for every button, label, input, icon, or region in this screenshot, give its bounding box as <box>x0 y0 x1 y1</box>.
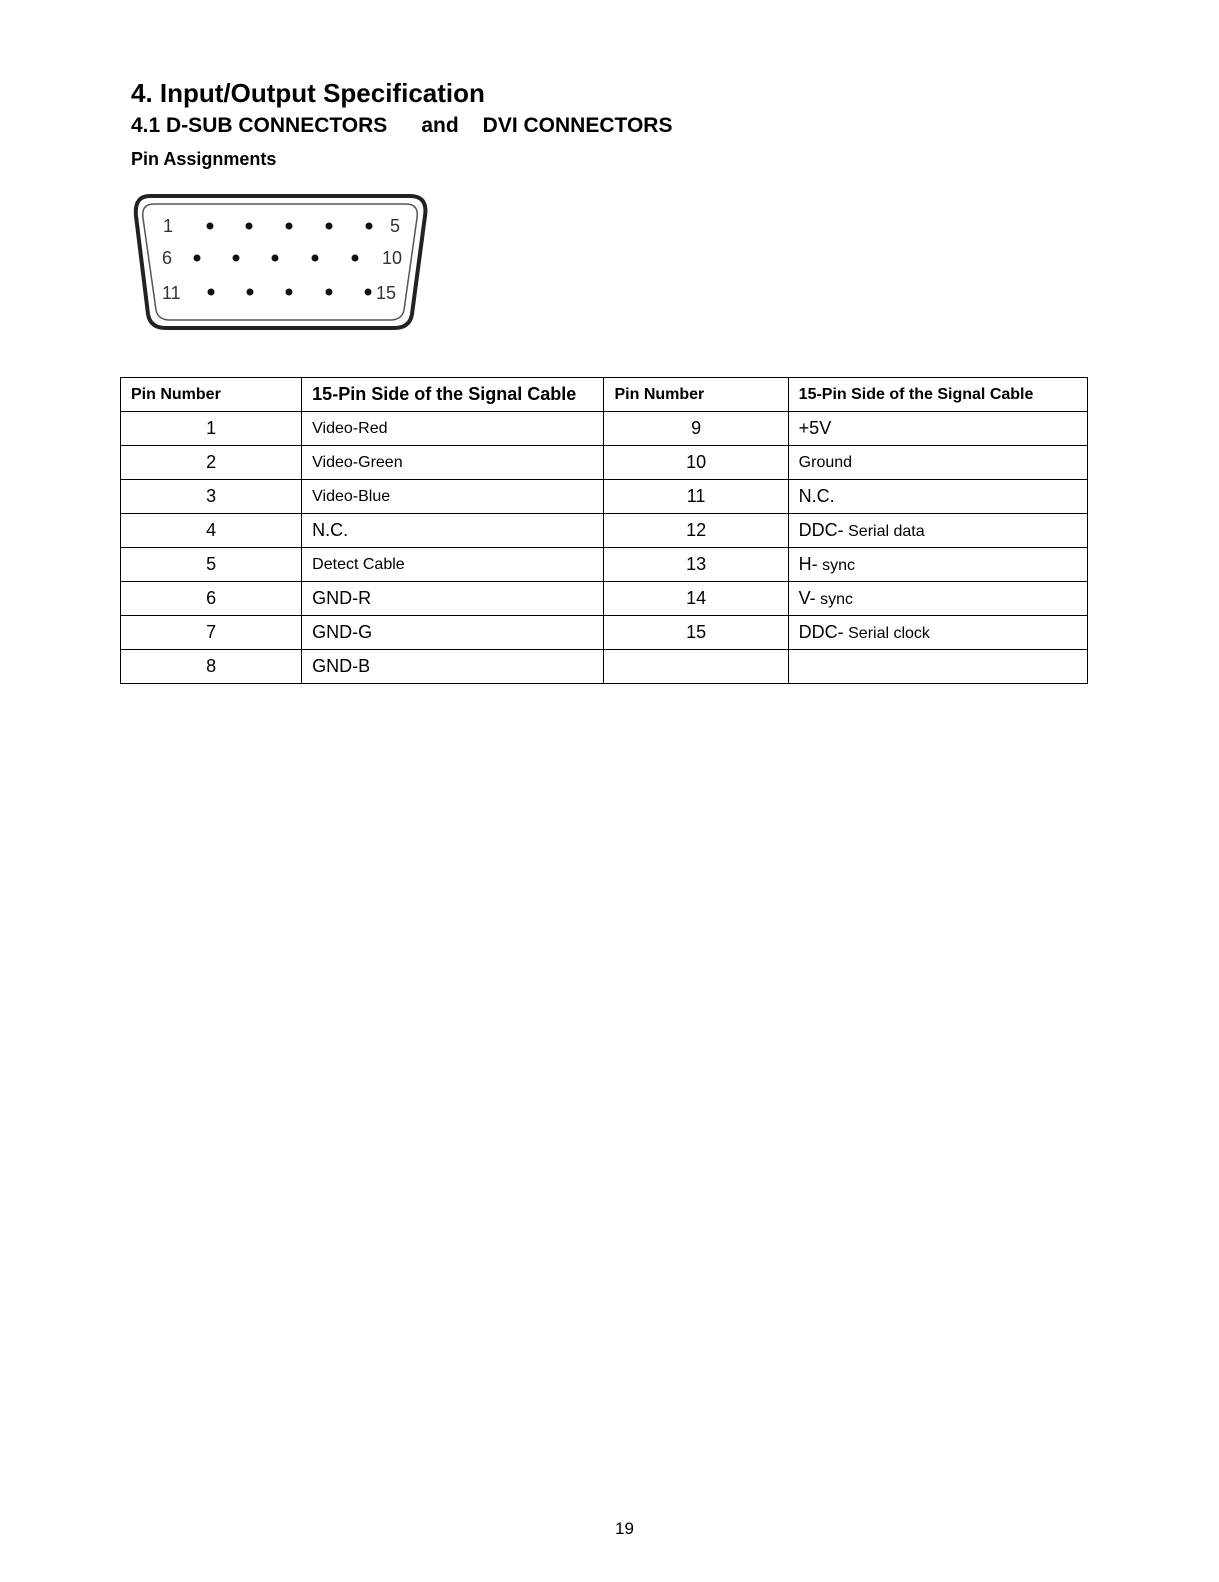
signal-prefix: DDC- <box>798 520 844 540</box>
table-row <box>121 446 1088 480</box>
table-row <box>121 548 1088 582</box>
pin-signal: +5V <box>788 412 1087 446</box>
signal-suffix: sync <box>815 591 854 608</box>
pin-number: 8 <box>121 650 302 684</box>
header-signal-right: 15-Pin Side of the Signal Cable <box>788 378 1087 412</box>
signal-suffix: Serial clock <box>843 625 930 642</box>
signal-prefix: DDC- <box>798 622 844 642</box>
pin-signal <box>788 514 1087 548</box>
pin-signal <box>788 650 1087 684</box>
pin-row-3 <box>208 289 372 296</box>
pin-assignments-label: Pin Assignments <box>131 149 277 169</box>
pin-dot <box>194 255 201 262</box>
table-row <box>121 616 1088 650</box>
table-row <box>121 582 1088 616</box>
pin-signal: Video-Red <box>302 412 604 446</box>
pin-signal: Video-Green <box>302 446 604 480</box>
pin-number: 12 <box>604 514 788 548</box>
pin-label-10: 10 <box>382 248 403 268</box>
table-header-row <box>121 378 1088 412</box>
page-number: 19 <box>615 1519 634 1538</box>
dsub-connector-diagram <box>132 188 432 334</box>
pin-signal: Ground <box>788 446 1087 480</box>
table-row <box>121 514 1088 548</box>
header-signal-left: 15-Pin Side of the Signal Cable <box>302 378 604 412</box>
pin-label-5: 5 <box>390 216 401 236</box>
pin-dot <box>286 223 293 230</box>
signal-suffix: sync <box>817 557 856 574</box>
pin-number: 1 <box>121 412 302 446</box>
table-row <box>121 650 1088 684</box>
pin-number: 9 <box>604 412 788 446</box>
pin-number: 15 <box>604 616 788 650</box>
pin-number: 6 <box>121 582 302 616</box>
table-row <box>121 480 1088 514</box>
pin-number: 7 <box>121 616 302 650</box>
header-pin-number-left: Pin Number <box>121 378 302 412</box>
header-pin-number-right: Pin Number <box>604 378 788 412</box>
pin-signal: Detect Cable <box>302 548 604 582</box>
pin-number: 5 <box>121 548 302 582</box>
pin-signal <box>788 616 1087 650</box>
pin-number: 13 <box>604 548 788 582</box>
pin-label-6: 6 <box>162 248 173 268</box>
pin-dot <box>326 223 333 230</box>
pin-number: 11 <box>604 480 788 514</box>
pin-signal <box>788 582 1087 616</box>
pin-number: 2 <box>121 446 302 480</box>
pin-number: 14 <box>604 582 788 616</box>
subheading-dvi: DVI CONNECTORS <box>482 114 673 137</box>
pin-row-1 <box>207 223 373 230</box>
pin-signal: Video-Blue <box>302 480 604 514</box>
pin-number: 3 <box>121 480 302 514</box>
page-heading: 4. Input/Output Specification <box>131 78 485 108</box>
table-row <box>121 412 1088 446</box>
pin-signal: N.C. <box>788 480 1087 514</box>
pin-signal: N.C. <box>302 514 604 548</box>
pin-signal: GND-R <box>302 582 604 616</box>
pin-assignment-table <box>120 377 1088 684</box>
pin-dot <box>247 289 254 296</box>
pin-row-2 <box>194 255 359 262</box>
pin-dot <box>207 223 214 230</box>
pin-number: 4 <box>121 514 302 548</box>
signal-prefix: V- <box>798 588 816 608</box>
pin-label-15: 15 <box>376 283 397 303</box>
pin-dot <box>352 255 359 262</box>
signal-prefix: H- <box>798 554 818 574</box>
pin-dot <box>312 255 319 262</box>
pin-dot <box>246 223 253 230</box>
subheading-and: and <box>421 114 459 137</box>
pin-label-1: 1 <box>163 216 174 236</box>
pin-number <box>604 650 788 684</box>
subheading-dsub: 4.1 D-SUB CONNECTORS <box>131 114 388 137</box>
pin-dot <box>286 289 293 296</box>
pin-dot <box>366 223 373 230</box>
pin-signal: GND-B <box>302 650 604 684</box>
section-subheading <box>131 114 672 138</box>
pin-dot <box>208 289 215 296</box>
pin-dot <box>272 255 279 262</box>
pin-signal: GND-G <box>302 616 604 650</box>
pin-signal <box>788 548 1087 582</box>
pin-dot <box>233 255 240 262</box>
pin-label-11: 11 <box>162 283 181 303</box>
pin-dot <box>326 289 333 296</box>
pin-number: 10 <box>604 446 788 480</box>
signal-suffix: Serial data <box>843 523 925 540</box>
pin-dot <box>365 289 372 296</box>
